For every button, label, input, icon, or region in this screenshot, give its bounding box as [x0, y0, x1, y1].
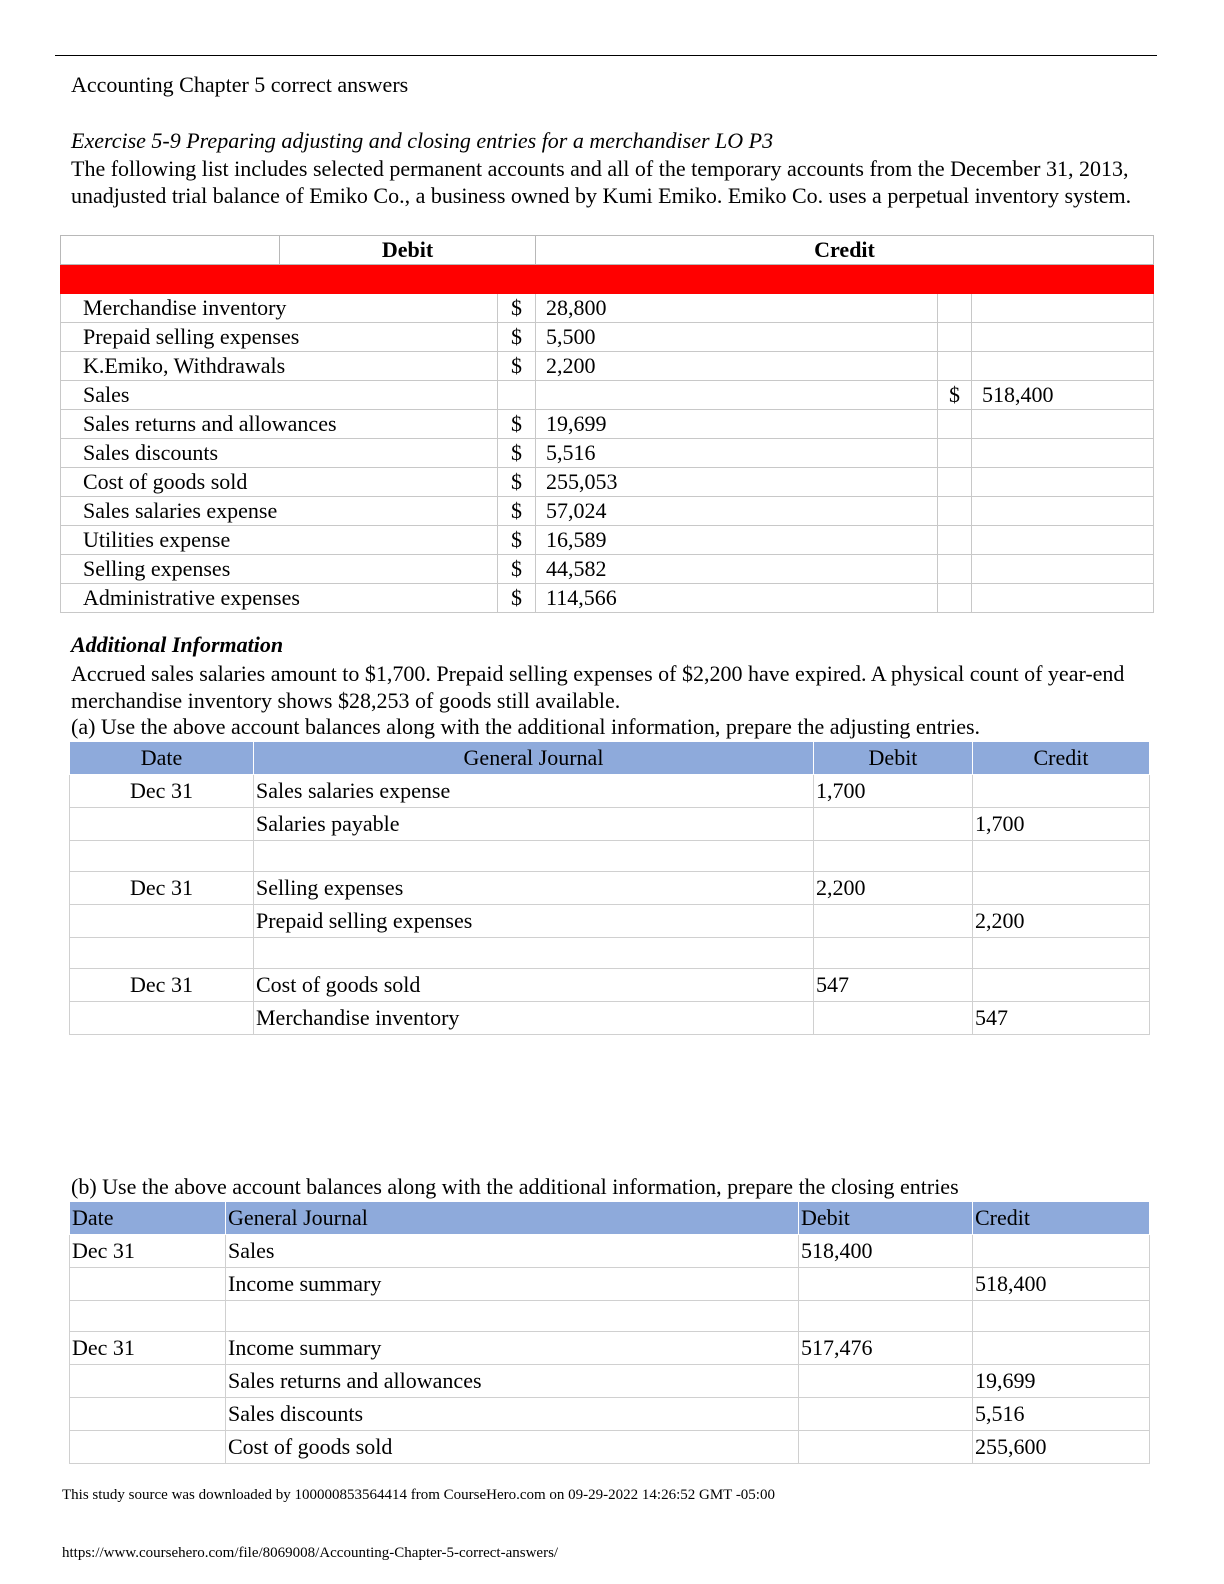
journal-credit: [973, 969, 1150, 1002]
credit-dollar-sign: [938, 410, 972, 439]
source-url[interactable]: https://www.coursehero.com/file/8069008/Accounting-Chapter-5-correct-answers/: [62, 1545, 559, 1561]
journal-credit: [973, 775, 1150, 808]
journal-date: Dec 31: [70, 775, 254, 808]
debit-header: Debit: [280, 236, 536, 265]
credit-amount: 518,400: [972, 381, 1154, 410]
general-journal-header: General Journal: [226, 1202, 799, 1235]
header-blank: [61, 236, 280, 265]
journal-credit: 1,700: [973, 808, 1150, 841]
journal-debit: [799, 1365, 973, 1398]
journal-row: [70, 1235, 1150, 1268]
journal-debit: 518,400: [799, 1235, 973, 1268]
adjusting-header-row: [70, 742, 1150, 775]
journal-account: Cost of goods sold: [254, 969, 814, 1002]
credit-amount: [972, 294, 1154, 323]
credit-dollar-sign: [938, 294, 972, 323]
credit-dollar-sign: [938, 439, 972, 468]
account-name: Prepaid selling expenses: [61, 323, 498, 352]
debit-amount: 255,053: [536, 468, 938, 497]
journal-debit: 517,476: [799, 1332, 973, 1365]
journal-debit: [814, 841, 973, 872]
journal-date: [70, 1398, 226, 1431]
debit-dollar-sign: $: [498, 497, 536, 526]
journal-date: [70, 841, 254, 872]
credit-amount: [972, 410, 1154, 439]
debit-dollar-sign: [498, 381, 536, 410]
trial-balance-row: [61, 584, 1154, 613]
trial-balance-body: [61, 294, 1154, 613]
exercise-heading: Exercise 5-9 Preparing adjusting and closing entries for a merchandiser LO P3: [71, 128, 774, 153]
journal-row: [70, 1268, 1150, 1301]
journal-row: [70, 872, 1150, 905]
trial-balance-row: [61, 439, 1154, 468]
journal-credit: [973, 841, 1150, 872]
debit-amount: 114,566: [536, 584, 938, 613]
credit-amount: [972, 323, 1154, 352]
journal-account: [254, 938, 814, 969]
debit-amount: 2,200: [536, 352, 938, 381]
intro-paragraph: The following list includes selected permanent accounts and all of the temporary accounts from the December 31, 2013, unadjusted trial balance of Emiko Co., a business owned by Kumi Emiko. Emiko Co. uses a perpetual inventory system.: [71, 156, 1132, 208]
journal-credit: 2,200: [973, 905, 1150, 938]
journal-account: Cost of goods sold: [226, 1431, 799, 1464]
journal-account: [226, 1301, 799, 1332]
journal-credit: 518,400: [973, 1268, 1150, 1301]
date-header: Date: [70, 1202, 226, 1235]
debit-amount: 44,582: [536, 555, 938, 584]
journal-account: [254, 841, 814, 872]
journal-date: Dec 31: [70, 872, 254, 905]
journal-credit: 547: [973, 1002, 1150, 1035]
closing-body: [70, 1235, 1150, 1464]
debit-amount: 16,589: [536, 526, 938, 555]
journal-debit: 1,700: [814, 775, 973, 808]
journal-account: Merchandise inventory: [254, 1002, 814, 1035]
journal-debit: [799, 1398, 973, 1431]
credit-amount: [972, 497, 1154, 526]
journal-date: Dec 31: [70, 1332, 226, 1365]
trial-balance-row: [61, 381, 1154, 410]
credit-dollar-sign: [938, 468, 972, 497]
journal-row: [70, 1365, 1150, 1398]
credit-amount: [972, 555, 1154, 584]
journal-date: [70, 1002, 254, 1035]
journal-account: Selling expenses: [254, 872, 814, 905]
debit-dollar-sign: $: [498, 294, 536, 323]
journal-row: [70, 905, 1150, 938]
journal-credit: 5,516: [973, 1398, 1150, 1431]
journal-account: Sales returns and allowances: [226, 1365, 799, 1398]
journal-account: Income summary: [226, 1268, 799, 1301]
trial-balance-row: [61, 526, 1154, 555]
journal-debit: [799, 1301, 973, 1332]
spacer-row: [70, 1301, 1150, 1332]
account-name: Merchandise inventory: [61, 294, 498, 323]
debit-dollar-sign: $: [498, 555, 536, 584]
trial-balance-header: [61, 236, 1154, 265]
journal-date: [70, 905, 254, 938]
journal-account: Salaries payable: [254, 808, 814, 841]
trial-balance-row: [61, 352, 1154, 381]
journal-date: [70, 938, 254, 969]
credit-amount: [972, 352, 1154, 381]
journal-account: Sales discounts: [226, 1398, 799, 1431]
credit-header: Credit: [973, 1202, 1150, 1235]
spacer-row: [70, 841, 1150, 872]
account-name: Sales: [61, 381, 498, 410]
debit-dollar-sign: $: [498, 410, 536, 439]
credit-header: Credit: [973, 742, 1150, 775]
trial-balance-table: [60, 235, 1154, 613]
trial-balance-row: [61, 410, 1154, 439]
journal-credit: 255,600: [973, 1431, 1150, 1464]
trial-balance-row: [61, 468, 1154, 497]
journal-account: Sales: [226, 1235, 799, 1268]
debit-dollar-sign: $: [498, 352, 536, 381]
credit-header: Credit: [536, 236, 1154, 265]
account-name: K.Emiko, Withdrawals: [61, 352, 498, 381]
journal-debit: [799, 1268, 973, 1301]
debit-amount: 5,500: [536, 323, 938, 352]
debit-dollar-sign: $: [498, 584, 536, 613]
top-rule: [55, 55, 1157, 56]
account-name: Selling expenses: [61, 555, 498, 584]
journal-debit: 547: [814, 969, 973, 1002]
closing-entries-table: [69, 1201, 1150, 1464]
account-name: Sales returns and allowances: [61, 410, 498, 439]
debit-dollar-sign: $: [498, 323, 536, 352]
account-name: Administrative expenses: [61, 584, 498, 613]
additional-info-heading: Additional Information: [71, 632, 284, 657]
journal-debit: [799, 1431, 973, 1464]
journal-debit: 2,200: [814, 872, 973, 905]
journal-debit: [814, 905, 973, 938]
debit-amount: 5,516: [536, 439, 938, 468]
source-footer: This study source was downloaded by 100000853564414 from CourseHero.com on 09-29-2022 14:26:52 GMT -05:00: [62, 1487, 775, 1503]
journal-date: Dec 31: [70, 1235, 226, 1268]
credit-amount: [972, 439, 1154, 468]
debit-dollar-sign: $: [498, 439, 536, 468]
credit-dollar-sign: [938, 323, 972, 352]
journal-credit: [973, 938, 1150, 969]
document-title: Accounting Chapter 5 correct answers: [71, 72, 409, 97]
account-name: Sales discounts: [61, 439, 498, 468]
journal-row: [70, 969, 1150, 1002]
trial-balance-row: [61, 294, 1154, 323]
date-header: Date: [70, 742, 254, 775]
debit-dollar-sign: $: [498, 526, 536, 555]
red-highlight-row: [61, 265, 1154, 294]
journal-debit: [814, 1002, 973, 1035]
debit-amount: 28,800: [536, 294, 938, 323]
journal-credit: [973, 872, 1150, 905]
account-name: Utilities expense: [61, 526, 498, 555]
credit-dollar-sign: [938, 497, 972, 526]
journal-credit: [973, 1235, 1150, 1268]
general-journal-header: General Journal: [254, 742, 814, 775]
part-a-instruction: (a) Use the above account balances along with the additional information, prepare the adjusting entries.: [71, 714, 981, 739]
journal-date: [70, 1268, 226, 1301]
spacer-row: [70, 938, 1150, 969]
journal-credit: [973, 1332, 1150, 1365]
trial-balance-row: [61, 555, 1154, 584]
journal-debit: [814, 808, 973, 841]
journal-debit: [814, 938, 973, 969]
credit-amount: [972, 468, 1154, 497]
credit-amount: [972, 526, 1154, 555]
credit-dollar-sign: [938, 555, 972, 584]
adjusting-body: [70, 775, 1150, 1035]
journal-date: Dec 31: [70, 969, 254, 1002]
credit-amount: [972, 584, 1154, 613]
journal-account: Prepaid selling expenses: [254, 905, 814, 938]
journal-row: [70, 1332, 1150, 1365]
debit-amount: 57,024: [536, 497, 938, 526]
credit-dollar-sign: $: [938, 381, 972, 410]
debit-header: Debit: [799, 1202, 973, 1235]
journal-date: [70, 1301, 226, 1332]
journal-row: [70, 1398, 1150, 1431]
debit-amount: 19,699: [536, 410, 938, 439]
journal-credit: 19,699: [973, 1365, 1150, 1398]
credit-dollar-sign: [938, 584, 972, 613]
closing-header-row: [70, 1202, 1150, 1235]
journal-credit: [973, 1301, 1150, 1332]
account-name: Sales salaries expense: [61, 497, 498, 526]
journal-date: [70, 1431, 226, 1464]
journal-row: [70, 808, 1150, 841]
account-name: Cost of goods sold: [61, 468, 498, 497]
part-b-instruction: (b) Use the above account balances along with the additional information, prepare the closing entries: [71, 1174, 959, 1199]
journal-account: Sales salaries expense: [254, 775, 814, 808]
journal-date: [70, 808, 254, 841]
credit-dollar-sign: [938, 526, 972, 555]
journal-row: [70, 1002, 1150, 1035]
credit-dollar-sign: [938, 352, 972, 381]
journal-account: Income summary: [226, 1332, 799, 1365]
debit-dollar-sign: $: [498, 468, 536, 497]
trial-balance-row: [61, 497, 1154, 526]
trial-balance-row: [61, 323, 1154, 352]
debit-header: Debit: [814, 742, 973, 775]
additional-info-text: Accrued sales salaries amount to $1,700. Prepaid selling expenses of $2,200 have expired. A physical count of year-end merchandise inventory shows $28,253 of goods still available.: [71, 661, 1125, 713]
journal-date: [70, 1365, 226, 1398]
journal-row: [70, 775, 1150, 808]
adjusting-entries-table: [69, 741, 1150, 1035]
debit-amount: [536, 381, 938, 410]
journal-row: [70, 1431, 1150, 1464]
